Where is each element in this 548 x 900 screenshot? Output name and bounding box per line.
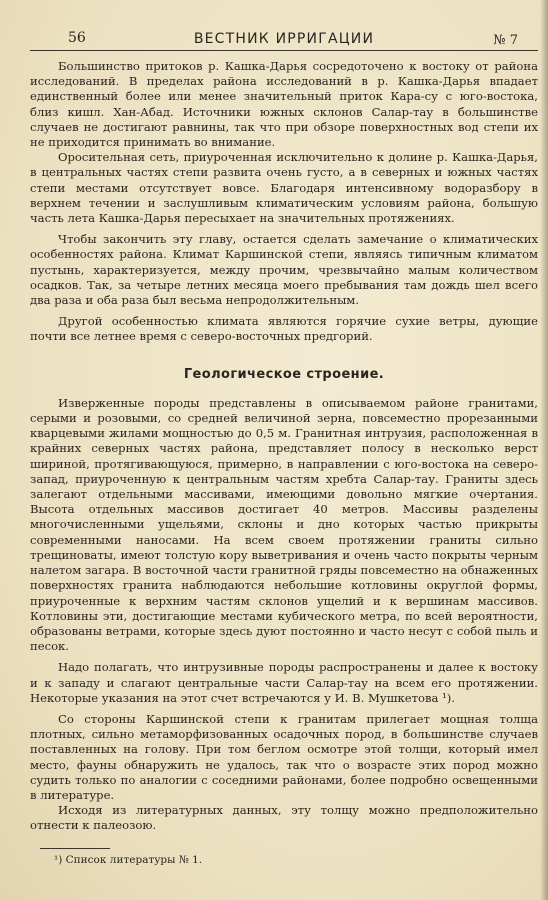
paragraph: Со стороны Каршинской степи к гранитам прилегает мощная толща плотных, сильно метаморфизованных осадочных пород, в большинстве случаев поставленных на голову. При том беглом осмотре этой толщи, который имел место, фауны обнаружить не удалось, так что о возрасте этих пород можно судить только по аналогии с соседними районами, более подробно освещенными в литературе. (30, 711, 538, 802)
journal-title: ВЕСТНИК ИРРИГАЦИИ (193, 31, 375, 47)
paragraph: Изверженные породы представлены в описываемом районе гранитами, серыми и розовыми, со средней величиной зерна, повсеместно прорезанными кварцевыми жилами мощностью до 0,5 м. Гранитная интрузия, расположенная в крайних северных частях района, представляет полосу в несколько верст шириной, протягивающуюся, примерно, в направлении с юго-востока на северо-запад, приуроченную к центральным частям хребта Салар-тау. Граниты здесь залегают отдельными массивами, имеющими довольно мягкие очертания. Высота отдельных массивов достигает 40 метров. Массивы разделены многочисленными ущельями, склоны и дно которых частью прикрыты современными наносами. На всем своем протяжении граниты сильно трещиноваты, имеют толстую кору выветривания и очень часто покрыты черным налетом загара. В восточной части гранитной гряды повсеместно на обнаженных поверхностях гранита наблюдаются небольшие котловины округлой формы, приуроченные к верхним частям склонов ущелий и к вершинам массивов. Котловины эти, достигающие местами кубического метра, по всей вероятности, образованы ветрами, которые здесь дуют постоянно и часто несут с собой пыль и песок. (30, 395, 538, 654)
paragraph: Другой особенностью климата являются горячие сухие ветры, дующие почти все летнее время с северо-восточных предгорий. (30, 314, 538, 344)
paragraph: Оросительная сеть, приуроченная исключительно к долине р. Кашка-Дарья, в центральных частях степи развита очень густо, а в северных и южных частях степи местами отсутствует вовсе. Благодаря интенсивному водоразбору в верхнем течении и заслушливым климатическим условиям района, большую часть лета Кашка-Дарья пересыхает на значительных протяжениях. (30, 150, 538, 226)
section-heading: Геологическое строение. (183, 366, 385, 382)
paragraph: Надо полагать, что интрузивные породы распространены и далее к востоку и к западу и слагают центральные части Салар-тау на всем его протяжении. Некоторые указания на этот счет встречаются у И. В. Мушкетова ¹). (30, 660, 538, 705)
page (30, 28, 538, 868)
running-header (30, 28, 538, 51)
article-body (30, 59, 538, 868)
issue-number: № 7 (493, 33, 518, 48)
paragraph: Чтобы закончить эту главу, остается сделать замечание о климатических особенностях района. Климат Каршинской степи, являясь типичным климатом пустынь, характеризуется, между прочим, чрезвычайно малым количеством осадков. Так, за четыре летних месяца моего пребывания там дождь шел всего два раза и оба раза был весьма непродолжительным. (30, 232, 538, 308)
paragraph: Исходя из литературных данных, эту толщу можно предположительно отнести к палеозою. (30, 803, 538, 833)
page-number: 56 (68, 30, 86, 46)
footnote-divider (40, 848, 110, 849)
paragraph: Большинство притоков р. Кашка-Дарья сосредоточено к востоку от района исследований. В пределах района исследований в р. Кашка-Дарья впадает единственный более или менее значительный приток Кара-су с юго-востока, близ кишл. Хан-Абад. Источники южных склонов Салар-тау в большинстве случаев не достигают равнины, так что при обзоре поверхностных вод степи их не приходится принимать во внимание. (30, 59, 538, 150)
page-edge-shadow (540, 0, 548, 900)
footnote: ¹) Список литературы № 1. (54, 853, 203, 866)
